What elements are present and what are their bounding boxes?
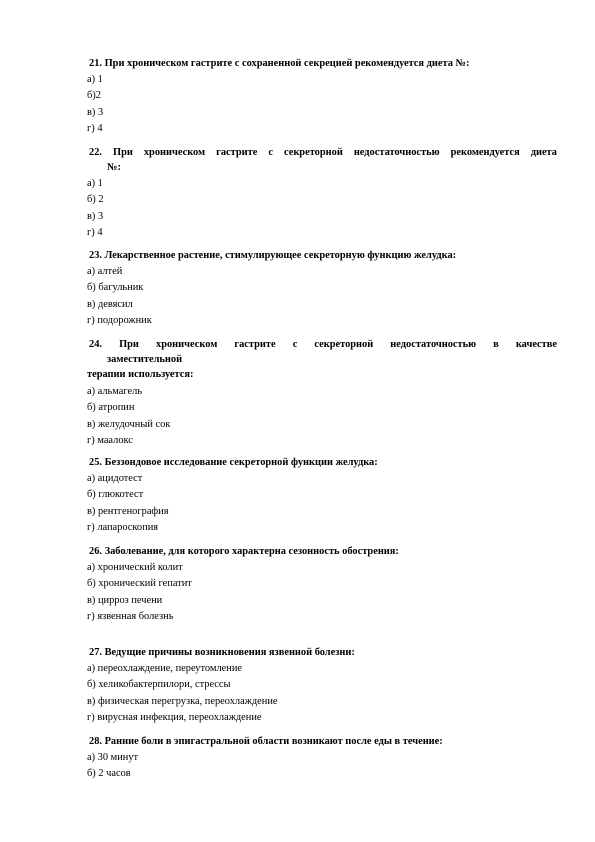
answer-option: а) альмагель bbox=[87, 386, 143, 397]
answer-option: в) рентгенография bbox=[87, 505, 169, 517]
answer-option: г) 4 bbox=[87, 226, 103, 238]
answer-option: в) девясил bbox=[87, 298, 133, 310]
answer-option: б) багульник bbox=[87, 282, 144, 294]
answer-option: г) лапароскопия bbox=[87, 521, 159, 533]
answer-option: г) вирусная инфекция, переохлаждение bbox=[87, 711, 262, 723]
answer-option: б) атропин bbox=[87, 402, 135, 414]
question-title-continued: №: bbox=[107, 162, 121, 173]
answer-option: а) переохлаждение, переутомление bbox=[87, 663, 243, 674]
question-title: 25. Беззондовое исследование секреторной функции желудка: bbox=[89, 457, 378, 468]
answer-option: а) хронический колит bbox=[87, 562, 183, 573]
answer-option: в) цирроз печени bbox=[87, 594, 163, 606]
answer-option: а) ацидотест bbox=[87, 473, 143, 484]
answer-option: а) 1 bbox=[87, 74, 103, 85]
question-title: 27. Ведущие причины возникновения язвенной болезни: bbox=[89, 647, 355, 658]
question-title: 22. При хроническом гастрите с секреторной недостаточностью рекомендуется диета bbox=[89, 147, 557, 158]
question-title: 28. Ранние боли в эпигастральной области возникают после еды в течение: bbox=[89, 736, 443, 747]
answer-option: б) хронический гепатит bbox=[87, 578, 192, 590]
answer-option: в) желудочный сок bbox=[87, 418, 171, 430]
question-28 bbox=[87, 735, 557, 783]
answer-option: а) 1 bbox=[87, 178, 103, 189]
answer-option: г) маалокс bbox=[87, 434, 133, 446]
answer-option: в) 3 bbox=[87, 210, 104, 222]
question-title-continued: терапии используется: bbox=[87, 369, 194, 380]
question-27 bbox=[87, 646, 557, 726]
answer-option: б) хеликобактерпилори, стрессы bbox=[87, 679, 231, 691]
question-25 bbox=[87, 456, 557, 536]
question-title: 26. Заболевание, для которого характерна сезонность обострения: bbox=[89, 546, 399, 557]
question-21 bbox=[87, 57, 557, 137]
question-26 bbox=[87, 545, 557, 625]
question-title-continued: заместительной bbox=[107, 354, 183, 365]
answer-option: а) 30 минут bbox=[87, 752, 139, 763]
question-24 bbox=[87, 338, 557, 449]
question-title: 23. Лекарственное растение, стимулирующее секреторную функцию желудка: bbox=[89, 250, 457, 261]
answer-option: б)2 bbox=[87, 90, 101, 102]
answer-option: б) 2 часов bbox=[87, 768, 131, 780]
answer-option: а) алтей bbox=[87, 266, 123, 277]
answer-option: г) подорожник bbox=[87, 314, 152, 326]
question-23 bbox=[87, 249, 557, 329]
answer-option: г) язвенная болезнь bbox=[87, 610, 174, 622]
answer-option: в) 3 bbox=[87, 106, 104, 118]
answer-option: б) 2 bbox=[87, 194, 104, 206]
question-title: 21. При хроническом гастрите с сохраненной секрецией рекомендуется диета №: bbox=[89, 58, 470, 69]
question-title: 24. При хроническом гастрите с секреторной недостаточностью в качестве bbox=[89, 339, 557, 350]
answer-option: в) физическая перегрузка, переохлаждение bbox=[87, 695, 278, 707]
question-22 bbox=[87, 146, 557, 241]
answer-option: б) глюкотест bbox=[87, 489, 144, 501]
answer-option: г) 4 bbox=[87, 122, 103, 134]
